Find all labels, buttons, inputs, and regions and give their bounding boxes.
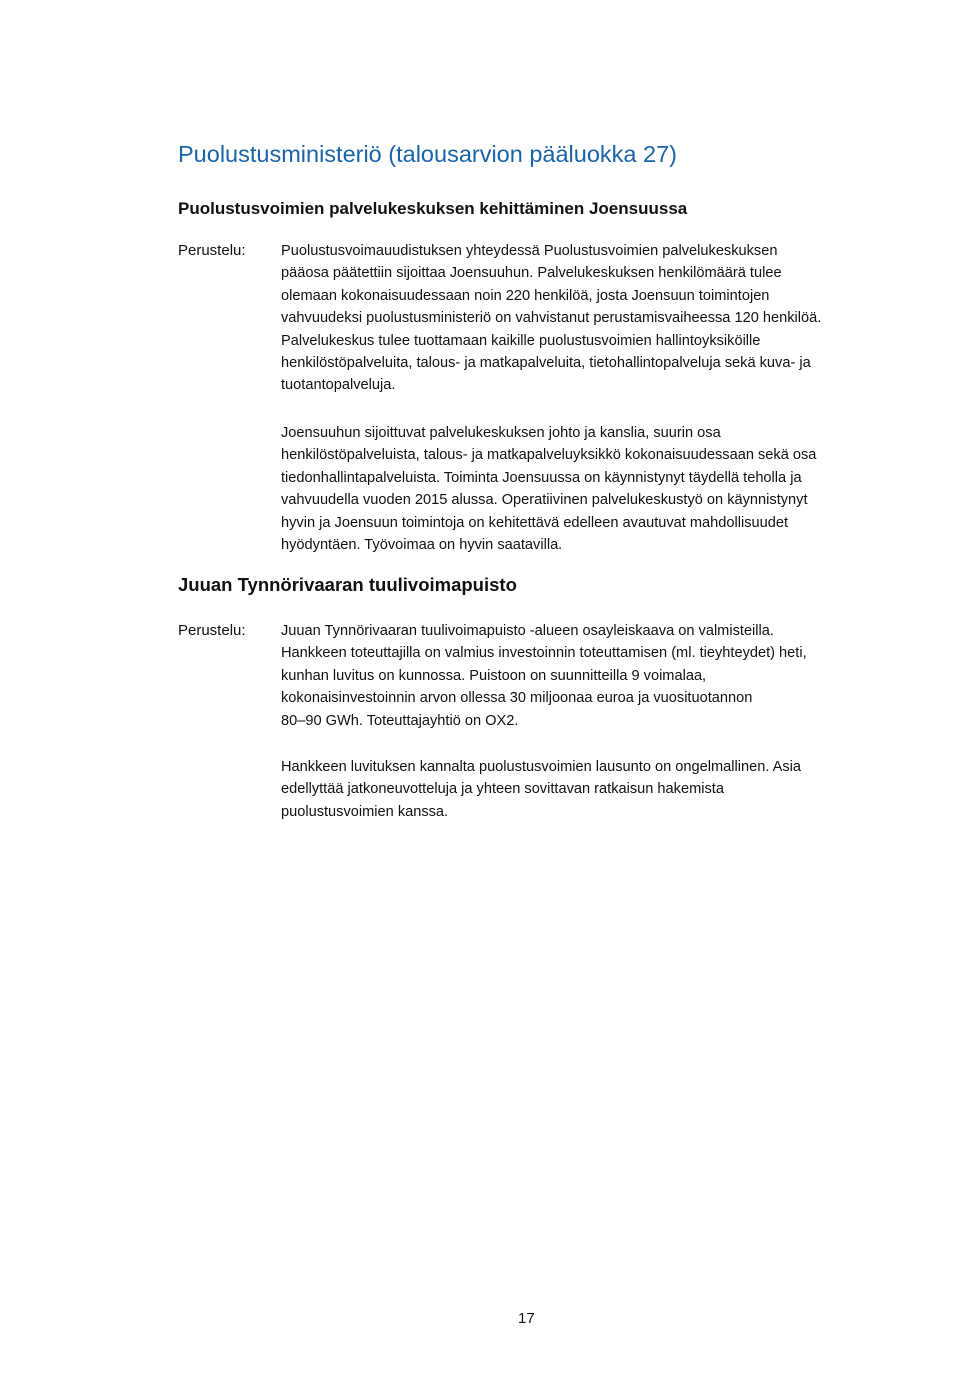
paragraph-palvelukeskus-1: [281, 240, 821, 397]
page-title: Puolustusministeriö (talousarvion pääluokka 27): [178, 141, 677, 167]
section-heading-tuulivoimapuisto: Juuan Tynnörivaaran tuulivoimapuisto: [178, 574, 517, 595]
perustelu-label-palvelukeskus: Perustelu:: [178, 242, 246, 259]
text-line: Puolustusvoimauudistuksen yhteydessä Puolustusvoimien palvelukeskuksen: [281, 243, 778, 259]
text-line: vahvuudeksi puolustusministeriö on vahvistanut perustamisvaiheessa 120 henkilöä.: [281, 310, 822, 327]
perustelu-label-tuulivoimapuisto: Perustelu:: [178, 622, 246, 639]
text-line: kokonaisinvestoinnin arvon ollessa 30 miljoonaa euroa ja vuosituotannon: [281, 690, 753, 707]
text-line: henkilöstöpalveluista, talous- ja matkapalveluyksikkö kokonaisuudessaan sekä osa: [281, 447, 817, 464]
text-line: Hankkeen toteuttajilla on valmius investoinnin toteuttamisen (ml. tieyhteydet) heti,: [281, 645, 807, 662]
page-number: 17: [518, 1310, 535, 1327]
text-line: pääosa päätettiin sijoittaa Joensuuhun. Palvelukeskuksen henkilömäärä tulee: [281, 265, 782, 282]
text-line: puolustusvoimien kanssa.: [281, 803, 449, 820]
text-line: henkilöstöpalveluita, talous- ja matkapalveluita, tietohallintopalveluja sekä kuva- ja: [281, 355, 811, 372]
text-line: vahvuudella vuoden 2015 alussa. Operatiivinen palvelukeskustyö on käynnistynyt: [281, 492, 808, 509]
section-heading-palvelukeskus: Puolustusvoimien palvelukeskuksen kehittäminen Joensuussa: [178, 199, 688, 218]
text-line: Joensuuhun sijoittuvat palvelukeskuksen johto ja kanslia, suurin osa: [281, 425, 721, 441]
text-line: Hankkeen luvituksen kannalta puolustusvoimien lausunto on ongelmallinen. Asia: [281, 759, 802, 775]
text-line: kunhan luvitus on kunnossa. Puistoon on suunnitteilla 9 voimalaa,: [281, 667, 707, 684]
text-line: Juuan Tynnörivaaran tuulivoimapuisto -alueen osayleiskaava on valmisteilla.: [281, 623, 774, 639]
text-line: tiedonhallintapalveluista. Toiminta Joensuussa on käynnistynyt täydellä teholla ja: [281, 469, 802, 486]
text-line: Palvelukeskus tulee tuottamaan kaikille puolustusvoimien hallintoyksiköille: [281, 332, 761, 349]
text-line: olemaan kokonaisuudessaan noin 220 henkilöä, josta Joensuun toimintojen: [281, 287, 770, 304]
text-line: hyödyntäen. Työvoimaa on hyvin saatavilla.: [281, 537, 563, 554]
paragraph-tuulivoimapuisto-2: [281, 756, 801, 823]
text-line: hyvin ja Joensuun toimintoja on kehitettävä edelleen avautuvat mahdollisuudet: [281, 514, 789, 531]
paragraph-palvelukeskus-2: [281, 422, 816, 556]
text-line: 80–90 GWh. Toteuttajayhtiö on OX2.: [281, 712, 519, 729]
text-line: tuotantopalveluja.: [281, 377, 396, 394]
text-line: edellyttää jatkoneuvotteluja ja yhteen sovittavan ratkaisun hakemista: [281, 781, 724, 798]
paragraph-tuulivoimapuisto-1: [281, 620, 807, 732]
